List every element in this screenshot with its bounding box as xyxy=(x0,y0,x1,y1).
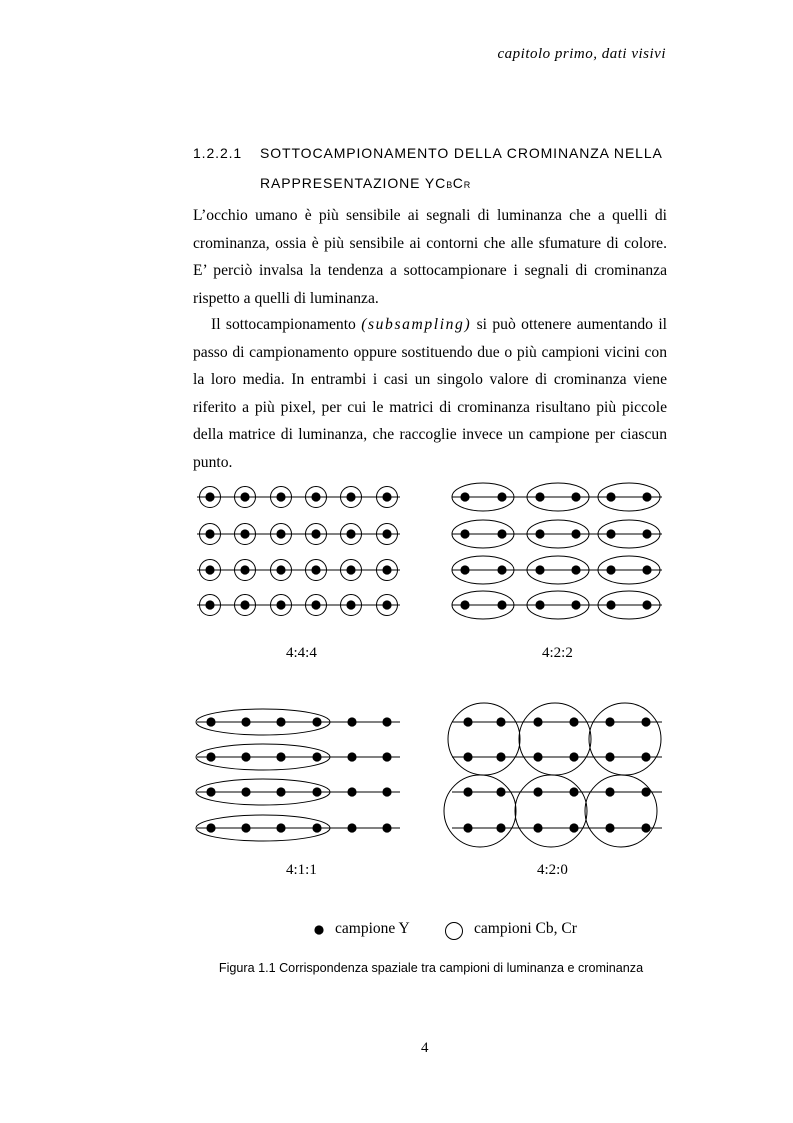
luma-sample xyxy=(276,787,285,796)
subsampling-term: (subsampling) xyxy=(361,316,472,333)
luma-sample xyxy=(642,492,651,501)
legend-luma-dot xyxy=(314,925,323,934)
luma-sample xyxy=(240,565,249,574)
running-header: capitolo primo, dati visivi xyxy=(497,46,666,62)
luma-sample xyxy=(241,823,250,832)
luma-sample xyxy=(605,823,614,832)
luma-sample xyxy=(346,529,355,538)
luma-sample xyxy=(642,600,651,609)
luma-sample xyxy=(463,823,472,832)
luma-sample xyxy=(382,787,391,796)
luma-sample xyxy=(605,787,614,796)
luma-sample xyxy=(347,752,356,761)
luma-sample xyxy=(205,492,214,501)
luma-sample xyxy=(535,492,544,501)
luma-sample xyxy=(241,717,250,726)
luma-sample xyxy=(571,529,580,538)
luma-sample xyxy=(312,752,321,761)
luma-sample xyxy=(497,600,506,609)
luma-sample xyxy=(382,752,391,761)
luma-sample xyxy=(569,717,578,726)
panel-label-422: 4:2:2 xyxy=(542,645,573,661)
luma-sample xyxy=(571,565,580,574)
luma-sample xyxy=(276,529,285,538)
body-paragraph-2: Il sottocampionamento (subsampling) si può ottenere aumentando il passo di campionamento oppure sostituendo due o più campioni vicini con la loro media. In entrambi i casi un singolo valore di crominanza viene riferito a più pixel, per cui le matrici di crominanza risultano più piccole della matrice di luminanza, che raccoglie invece un campione per ciascun punto. xyxy=(193,316,667,471)
luma-sample xyxy=(606,492,615,501)
luma-sample xyxy=(347,823,356,832)
luma-sample xyxy=(460,492,469,501)
section-title-line2: RAPPRESENTAZIONE YCBCR xyxy=(260,175,471,191)
luma-sample xyxy=(463,717,472,726)
luma-sample xyxy=(276,565,285,574)
luma-sample xyxy=(205,529,214,538)
luma-sample xyxy=(496,787,505,796)
luma-sample xyxy=(312,717,321,726)
luma-sample xyxy=(276,492,285,501)
luma-sample xyxy=(641,823,650,832)
luma-sample xyxy=(347,717,356,726)
luma-sample xyxy=(571,492,580,501)
luma-sample xyxy=(276,600,285,609)
luma-sample xyxy=(533,823,542,832)
luma-sample xyxy=(641,787,650,796)
luma-sample xyxy=(240,492,249,501)
chroma-sample xyxy=(589,703,661,775)
figure-caption: Figura 1.1 Corrispondenza spaziale tra campioni di luminanza e crominanza xyxy=(218,961,644,975)
section-number: 1.2.2.1 xyxy=(193,145,243,161)
luma-sample xyxy=(605,717,614,726)
luma-sample xyxy=(533,717,542,726)
luma-sample xyxy=(535,565,544,574)
luma-sample xyxy=(240,600,249,609)
luma-sample xyxy=(347,787,356,796)
luma-sample xyxy=(642,565,651,574)
luma-sample xyxy=(241,752,250,761)
panel-label-420: 4:2:0 xyxy=(537,862,568,878)
luma-sample xyxy=(206,823,215,832)
luma-sample xyxy=(311,600,320,609)
luma-sample xyxy=(346,600,355,609)
luma-sample xyxy=(382,565,391,574)
luma-sample xyxy=(641,717,650,726)
luma-sample xyxy=(241,787,250,796)
luma-sample xyxy=(460,565,469,574)
luma-sample xyxy=(205,565,214,574)
panel-label-411: 4:1:1 xyxy=(286,862,317,878)
luma-sample xyxy=(463,752,472,761)
chroma-sample xyxy=(444,775,516,847)
chroma-sample xyxy=(448,703,520,775)
luma-sample xyxy=(382,492,391,501)
legend-luma-label: campione Y xyxy=(335,920,410,937)
luma-sample xyxy=(606,529,615,538)
luma-sample xyxy=(276,752,285,761)
luma-sample xyxy=(569,823,578,832)
luma-sample xyxy=(460,529,469,538)
luma-sample xyxy=(312,787,321,796)
chroma-sample xyxy=(519,703,591,775)
luma-sample xyxy=(496,823,505,832)
chroma-sample xyxy=(585,775,657,847)
section-title-line1: SOTTOCAMPIONAMENTO DELLA CROMINANZA NELLA xyxy=(260,145,663,161)
luma-sample xyxy=(206,752,215,761)
luma-sample xyxy=(346,492,355,501)
body-paragraph-1: L’occhio umano è più sensibile ai segnali di luminanza che a quelli di crominanza, ossia è più sensibile ai contorni che alle sfumature di colore. E’ perciò invalsa la tendenza a sottocampionare i segnali di crominanza rispetto a quelli di luminanza. xyxy=(193,207,667,307)
luma-sample xyxy=(240,529,249,538)
luma-sample xyxy=(641,752,650,761)
panel-label-444: 4:4:4 xyxy=(286,645,317,661)
luma-sample xyxy=(311,492,320,501)
luma-sample xyxy=(311,565,320,574)
luma-sample xyxy=(382,600,391,609)
luma-sample xyxy=(276,823,285,832)
luma-sample xyxy=(606,565,615,574)
luma-sample xyxy=(276,717,285,726)
luma-sample xyxy=(496,717,505,726)
luma-sample xyxy=(382,529,391,538)
legend-chroma-ring xyxy=(446,923,463,940)
chroma-sample xyxy=(515,775,587,847)
luma-sample xyxy=(205,600,214,609)
luma-sample xyxy=(535,600,544,609)
luma-sample xyxy=(312,823,321,832)
luma-sample xyxy=(497,492,506,501)
luma-sample xyxy=(496,752,505,761)
luma-sample xyxy=(606,600,615,609)
luma-sample xyxy=(382,717,391,726)
legend-chroma-label: campioni Cb, Cr xyxy=(474,920,577,937)
luma-sample xyxy=(605,752,614,761)
luma-sample xyxy=(206,717,215,726)
page-number: 4 xyxy=(421,1040,429,1056)
luma-sample xyxy=(569,787,578,796)
luma-sample xyxy=(346,565,355,574)
luma-sample xyxy=(206,787,215,796)
luma-sample xyxy=(533,787,542,796)
luma-sample xyxy=(497,565,506,574)
luma-sample xyxy=(535,529,544,538)
luma-sample xyxy=(460,600,469,609)
luma-sample xyxy=(569,752,578,761)
luma-sample xyxy=(533,752,542,761)
luma-sample xyxy=(311,529,320,538)
luma-sample xyxy=(382,823,391,832)
luma-sample xyxy=(497,529,506,538)
luma-sample xyxy=(571,600,580,609)
luma-sample xyxy=(463,787,472,796)
luma-sample xyxy=(642,529,651,538)
